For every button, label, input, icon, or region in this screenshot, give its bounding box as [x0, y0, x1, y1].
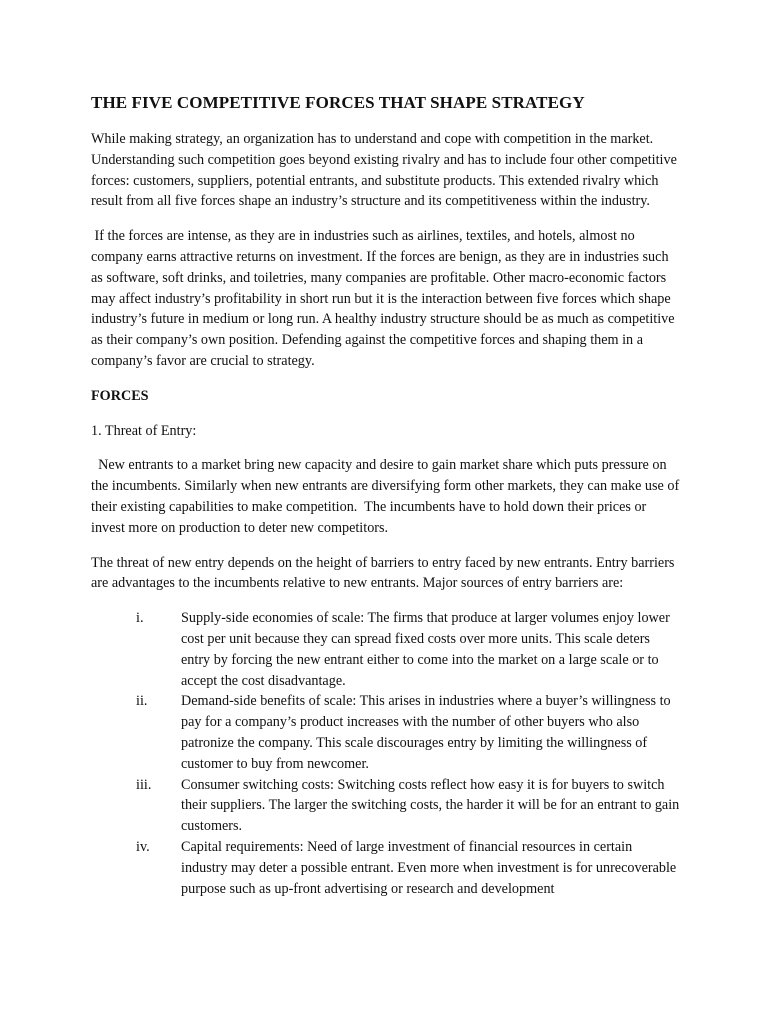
forces-intensity-paragraph: If the forces are intense, as they are in industries such as airlines, textiles, and hotels, almost no company earns attractive returns on investment. If the forces are benign, as they are in industries such as software, soft drinks, and toiletries, many companies are profitable. Other macro-economic factors may affect industry’s profitability in short run but it is the interaction between five forces which shape industry’s future in medium or long run. A healthy industry structure should be as much as competitive as their company’s own position. Defending against the competitive forces and shaping them in a company’s favor are crucial to strategy. [91, 228, 679, 369]
list-item-marker: iv. [136, 838, 150, 855]
list-item-text: Demand-side benefits of scale: This arises in industries where a buyer’s willingness to pay for a company’s product increases with the number of other buyers who also patronize the company. This scale discourages entry by limiting the willingness of customer to buy from newcomer. [181, 693, 671, 772]
new-entrants-paragraph: New entrants to a market bring new capacity and desire to gain market share which puts pressure on the incumbents. Similarly when new entrants are diversifying form other markets, they can make use of their existing capabilities to make competition. The incumbents have to hold down their prices or invest more on production to deter new competitors. [91, 457, 683, 536]
list-item-marker: iii. [136, 776, 152, 793]
list-item [91, 608, 681, 691]
intro-paragraph: While making strategy, an organization has to understand and cope with competition in the market. Understanding such competition goes beyond existing rivalry and has to include four other competitive forces: customers, suppliers, potential entrants, and substitute products. This extended rivalry which result from all five forces shape an industry’s structure and its competitiveness within the industry. [91, 131, 677, 210]
forces-heading: FORCES [91, 387, 149, 404]
list-item-marker: ii. [136, 693, 148, 710]
list-item-text: Supply-side economies of scale: The firms that produce at larger volumes enjoy lower cost per unit because they can spread fixed costs over more units. This scale deters entry by forcing the new entrant either to come into the market on a large scale or to accept the cost disadvantage. [181, 610, 670, 689]
threat-of-entry-heading: 1. Threat of Entry: [91, 422, 197, 439]
list-item-text: Consumer switching costs: Switching costs reflect how easy it is for buyers to switch their suppliers. The larger the switching costs, the harder it will be for an entrant to gain customers. [181, 776, 680, 835]
document-title: THE FIVE COMPETITIVE FORCES THAT SHAPE STRATEGY [91, 93, 585, 112]
list-item-text: Capital requirements: Need of large investment of financial resources in certain industry may deter a possible entrant. Even more when investment is for unrecoverable purpose such as up-front advertising or research and development [181, 838, 677, 897]
list-item [91, 837, 681, 899]
entry-barriers-list [91, 608, 681, 899]
entry-barriers-paragraph: The threat of new entry depends on the height of barriers to entry faced by new entrants. Entry barriers are advantages to the incumbents relative to new entrants. Major sources of entry barriers are: [91, 554, 675, 592]
list-item [91, 691, 681, 774]
list-item [91, 775, 681, 837]
document-body [91, 92, 681, 899]
list-item-marker: i. [136, 610, 144, 627]
